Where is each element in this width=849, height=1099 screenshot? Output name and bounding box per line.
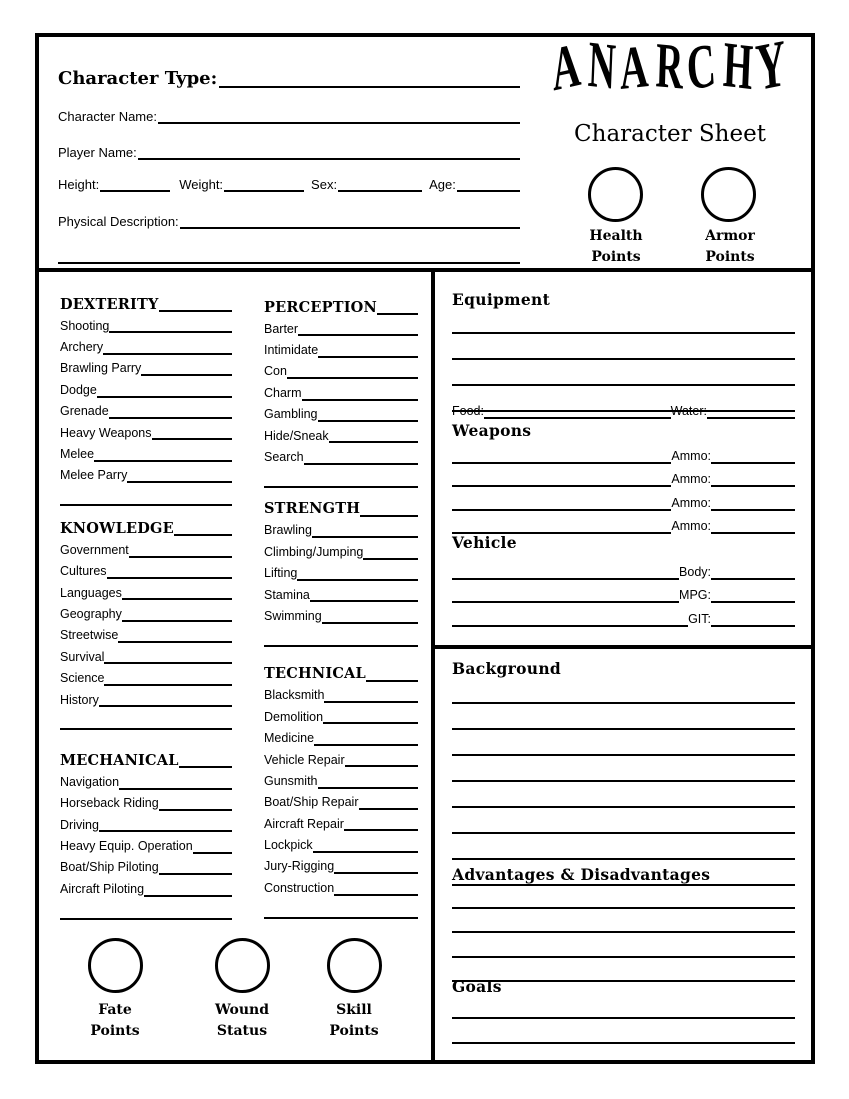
equipment-lines xyxy=(452,308,795,412)
skill-label: Con xyxy=(264,364,287,379)
weapon-name-line[interactable] xyxy=(452,509,671,511)
skill-row xyxy=(60,643,232,664)
skill-fill-line[interactable] xyxy=(318,420,419,422)
food-fill-line[interactable] xyxy=(484,417,671,419)
vehicle-stat-label: MPG: xyxy=(679,588,711,603)
skill-section-header xyxy=(264,495,418,517)
skill-row xyxy=(264,874,418,895)
skill-fill-line[interactable] xyxy=(314,744,418,746)
skill-label: Boat/Ship Repair xyxy=(264,795,359,810)
skill-section-title: PERCEPTION xyxy=(264,298,377,316)
skill-label: Search xyxy=(264,449,304,464)
advantages-title: Advantages & Disadvantages xyxy=(452,865,711,884)
skill-section-title: TECHNICAL xyxy=(264,665,366,683)
ammo-label: Ammo: xyxy=(671,495,711,510)
ammo-fill-line[interactable] xyxy=(711,509,795,511)
physical-description-row xyxy=(58,206,520,229)
skill-row xyxy=(60,579,232,600)
skill-fill-line[interactable] xyxy=(159,809,232,811)
player-name-fill-line[interactable] xyxy=(138,158,520,160)
skill-label: Brawling xyxy=(264,523,312,538)
skill-extra-line[interactable] xyxy=(60,707,232,730)
skill-row xyxy=(264,336,418,357)
character-type-row xyxy=(58,60,520,88)
logo-letter: H xyxy=(722,27,755,104)
column-divider xyxy=(431,270,435,1064)
physical-description-extra-line[interactable] xyxy=(58,262,520,264)
inventory-notes-divider xyxy=(435,645,815,649)
skill-fill-line[interactable] xyxy=(99,830,232,832)
skill-label: Government xyxy=(60,542,129,557)
skill-label: Cultures xyxy=(60,564,107,579)
skill-section-header xyxy=(60,746,232,768)
skill-fill-line[interactable] xyxy=(298,334,418,336)
goals-title: Goals xyxy=(452,977,502,996)
attribute-fill-line[interactable] xyxy=(179,766,232,768)
vehicle-stat-line[interactable] xyxy=(711,625,795,627)
skill-label: Aircraft Piloting xyxy=(60,881,145,896)
physical-description-extra-row xyxy=(58,242,520,264)
skill-label: Boat/Ship Piloting xyxy=(60,860,159,875)
character-name-fill-line[interactable] xyxy=(158,122,520,124)
skill-row xyxy=(264,443,418,464)
skill-row xyxy=(60,790,232,811)
blank-write-line[interactable] xyxy=(452,756,795,782)
skill-label: Driving xyxy=(60,817,99,832)
weapon-rows xyxy=(452,440,795,534)
skill-fill-line[interactable] xyxy=(313,851,418,853)
skill-label: Barter xyxy=(264,321,299,336)
skill-row xyxy=(60,686,232,707)
skill-label: Climbing/Jumping xyxy=(264,544,364,559)
skill-label: Lockpick xyxy=(264,838,313,853)
age-label: Age: xyxy=(429,176,456,192)
skill-fill-line[interactable] xyxy=(297,579,418,581)
goals-lines xyxy=(452,994,795,1044)
sex-fill-line[interactable] xyxy=(338,190,422,192)
weapon-row xyxy=(452,440,795,464)
vehicle-fill-line[interactable] xyxy=(452,601,679,603)
skills-column-left xyxy=(60,290,232,920)
skill-row xyxy=(60,664,232,685)
skill-fill-line[interactable] xyxy=(318,356,418,358)
skill-label: History xyxy=(60,692,99,707)
skill-section-title: KNOWLEDGE xyxy=(60,519,174,537)
water-label: Water: xyxy=(670,404,707,419)
skill-row xyxy=(60,312,232,333)
blank-write-line[interactable] xyxy=(452,909,795,934)
logo-letter: A xyxy=(618,32,650,103)
skill-fill-line[interactable] xyxy=(99,705,232,707)
skill-section-header xyxy=(60,290,232,312)
skill-label: Heavy Equip. Operation xyxy=(60,839,193,854)
vehicle-rows xyxy=(452,556,795,627)
weapon-row xyxy=(452,464,795,488)
skill-row xyxy=(264,517,418,538)
skill-row xyxy=(60,854,232,875)
logo-letter: Y xyxy=(753,25,789,106)
character-name-row xyxy=(58,101,520,124)
skill-label: Jury-Rigging xyxy=(264,859,335,874)
skill-fill-line[interactable] xyxy=(94,460,232,462)
skill-extra-line[interactable] xyxy=(264,896,418,919)
logo-letter: N xyxy=(587,27,618,104)
blank-write-line[interactable] xyxy=(452,782,795,808)
blank-write-line[interactable] xyxy=(452,730,795,756)
skill-fill-line[interactable] xyxy=(129,556,232,558)
vehicle-row xyxy=(452,603,795,627)
vehicle-fill-line[interactable] xyxy=(452,578,679,580)
skill-section-title: MECHANICAL xyxy=(60,751,179,769)
blank-write-line[interactable] xyxy=(452,334,795,360)
character-type-fill-line[interactable] xyxy=(219,86,520,88)
skill-row xyxy=(264,358,418,379)
skill-fill-line[interactable] xyxy=(312,536,418,538)
skill-fill-line[interactable] xyxy=(109,331,232,333)
skill-row xyxy=(264,746,418,767)
blank-write-line[interactable] xyxy=(452,1019,795,1044)
skill-row xyxy=(60,376,232,397)
logo-letter: A xyxy=(548,29,583,105)
skill-fill-line[interactable] xyxy=(324,701,418,703)
skill-row xyxy=(60,558,232,579)
skill-fill-line[interactable] xyxy=(118,641,232,643)
vehicle-stat-line[interactable] xyxy=(711,578,795,580)
sex-label: Sex: xyxy=(311,176,338,192)
character-type-label: Character Type: xyxy=(58,68,218,89)
skill-fill-line[interactable] xyxy=(97,396,232,398)
skill-label: Streetwise xyxy=(60,628,119,643)
ammo-label: Ammo: xyxy=(671,519,711,534)
vehicle-row xyxy=(452,556,795,580)
vehicle-fill-line[interactable] xyxy=(452,625,688,627)
armor-points-circle[interactable] xyxy=(701,167,756,222)
skill-fill-line[interactable] xyxy=(287,377,418,379)
attribute-fill-line[interactable] xyxy=(377,313,418,315)
skill-row xyxy=(264,703,418,724)
weight-fill-line[interactable] xyxy=(224,190,304,192)
blank-write-line[interactable] xyxy=(452,958,795,983)
skill-row xyxy=(264,315,418,336)
skill-label: Lifting xyxy=(264,566,298,581)
skill-label: Navigation xyxy=(60,774,120,789)
blank-write-line[interactable] xyxy=(452,994,795,1019)
skill-label: Charm xyxy=(264,385,302,400)
vehicle-title: Vehicle xyxy=(452,533,517,552)
vehicle-stat-label: Body: xyxy=(679,564,711,579)
ammo-label: Ammo: xyxy=(671,448,711,463)
fate-points-circle[interactable] xyxy=(88,938,143,993)
skill-fill-line[interactable] xyxy=(152,438,233,440)
skill-fill-line[interactable] xyxy=(103,353,232,355)
skill-row xyxy=(60,398,232,419)
skill-row xyxy=(60,355,232,376)
vehicle-stat-label: GIT: xyxy=(688,611,711,626)
skill-fill-line[interactable] xyxy=(323,722,418,724)
skill-row xyxy=(60,768,232,789)
skill-section-dexterity xyxy=(60,290,232,506)
health-points-circle[interactable] xyxy=(588,167,643,222)
skill-label: Gambling xyxy=(264,407,318,422)
skill-points-label: Skill Points xyxy=(329,1002,379,1039)
skills-column-middle xyxy=(264,293,418,919)
skill-fill-line[interactable] xyxy=(144,895,232,897)
weapon-name-line[interactable] xyxy=(452,485,671,487)
skill-section-perception xyxy=(264,293,418,488)
age-fill-line[interactable] xyxy=(457,190,520,192)
weight-label: Weight: xyxy=(179,176,224,192)
height-fill-line[interactable] xyxy=(100,190,170,192)
water-fill-line[interactable] xyxy=(707,417,795,419)
skill-label: Grenade xyxy=(60,404,109,419)
health-points-label: Health Points xyxy=(589,228,643,265)
skill-label: Melee Parry xyxy=(60,468,128,483)
skill-fill-line[interactable] xyxy=(127,481,232,483)
blank-write-line[interactable] xyxy=(452,704,795,730)
armor-points-label: Armor Points xyxy=(705,228,755,265)
blank-write-line[interactable] xyxy=(452,308,795,334)
fate-points-label: Fate Points xyxy=(90,1002,140,1039)
skill-fill-line[interactable] xyxy=(122,620,232,622)
player-name-label: Player Name: xyxy=(58,144,137,160)
skill-points-circle[interactable] xyxy=(327,938,382,993)
skill-label: Science xyxy=(60,671,105,686)
skill-fill-line[interactable] xyxy=(322,622,418,624)
skill-fill-line[interactable] xyxy=(141,374,232,376)
anarchy-logo xyxy=(545,25,795,106)
skill-fill-line[interactable] xyxy=(193,852,232,854)
skill-section-knowledge xyxy=(60,514,232,730)
ammo-fill-line[interactable] xyxy=(711,485,795,487)
skill-section-header xyxy=(264,660,418,682)
skill-label: Construction xyxy=(264,880,335,895)
skill-section-technical xyxy=(264,660,418,919)
skill-row xyxy=(264,767,418,788)
ammo-label: Ammo: xyxy=(671,472,711,487)
skill-label: Shooting xyxy=(60,318,110,333)
skill-fill-line[interactable] xyxy=(159,873,232,875)
skill-row xyxy=(264,789,418,810)
skill-row xyxy=(264,379,418,400)
vehicle-row xyxy=(452,580,795,604)
skill-fill-line[interactable] xyxy=(302,399,418,401)
skill-row xyxy=(264,560,418,581)
sheet-subtitle: Character Sheet xyxy=(574,121,766,147)
skill-row xyxy=(264,422,418,443)
ammo-fill-line[interactable] xyxy=(711,462,795,464)
physical-description-label: Physical Description: xyxy=(58,213,179,229)
skill-fill-line[interactable] xyxy=(359,808,418,810)
skill-row xyxy=(60,622,232,643)
weapons-title: Weapons xyxy=(452,421,532,440)
skill-row xyxy=(264,401,418,422)
skill-row xyxy=(60,811,232,832)
wound-status-circle[interactable] xyxy=(215,938,270,993)
skill-label: Blacksmith xyxy=(264,688,325,703)
header-body-divider xyxy=(35,268,815,272)
skill-label: Dodge xyxy=(60,382,97,397)
skill-fill-line[interactable] xyxy=(334,894,418,896)
skill-section-title: DEXTERITY xyxy=(60,295,159,313)
skill-fill-line[interactable] xyxy=(345,765,418,767)
vehicle-stat-line[interactable] xyxy=(711,601,795,603)
blank-write-line[interactable] xyxy=(452,360,795,386)
skill-fill-line[interactable] xyxy=(104,662,232,664)
skill-fill-line[interactable] xyxy=(122,598,232,600)
attribute-fill-line[interactable] xyxy=(174,534,232,536)
skill-fill-line[interactable] xyxy=(318,787,419,789)
skill-row xyxy=(60,419,232,440)
skill-extra-line[interactable] xyxy=(264,465,418,488)
character-name-label: Character Name: xyxy=(58,108,157,124)
skill-row xyxy=(60,600,232,621)
skill-extra-line[interactable] xyxy=(60,483,232,506)
skill-fill-line[interactable] xyxy=(344,829,418,831)
skill-row xyxy=(264,581,418,602)
logo-letter: C xyxy=(683,29,718,105)
skill-label: Archery xyxy=(60,340,104,355)
height-label: Height: xyxy=(58,176,100,192)
skill-row xyxy=(264,853,418,874)
background-title: Background xyxy=(452,659,562,678)
food-water-row xyxy=(452,404,795,419)
skill-label: Stamina xyxy=(264,587,310,602)
skill-fill-line[interactable] xyxy=(329,441,418,443)
skill-row xyxy=(264,538,418,559)
blank-write-line[interactable] xyxy=(452,834,795,860)
skill-section-header xyxy=(264,293,418,315)
skill-row xyxy=(264,810,418,831)
skill-label: Languages xyxy=(60,585,122,600)
skill-fill-line[interactable] xyxy=(104,684,232,686)
blank-write-line[interactable] xyxy=(452,933,795,958)
player-name-row xyxy=(58,137,520,160)
advantages-lines xyxy=(452,884,795,982)
skill-label: Horseback Riding xyxy=(60,796,159,811)
skill-label: Demolition xyxy=(264,709,324,724)
food-label: Food: xyxy=(452,404,484,419)
skill-fill-line[interactable] xyxy=(109,417,232,419)
blank-write-line[interactable] xyxy=(452,678,795,704)
vitals-row xyxy=(58,169,520,192)
skill-label: Medicine xyxy=(264,731,315,746)
background-lines xyxy=(452,678,795,886)
physical-description-fill-line[interactable] xyxy=(180,227,520,229)
wound-status-label: Wound Status xyxy=(214,1002,270,1039)
weapon-row xyxy=(452,487,795,511)
skill-label: Survival xyxy=(60,649,105,664)
blank-write-line[interactable] xyxy=(452,808,795,834)
skill-row xyxy=(264,602,418,623)
skill-section-strength xyxy=(264,495,418,647)
skill-extra-line[interactable] xyxy=(264,624,418,647)
skill-row xyxy=(60,875,232,896)
skill-section-header xyxy=(60,514,232,536)
skill-label: Gunsmith xyxy=(264,773,318,788)
weapon-name-line[interactable] xyxy=(452,462,671,464)
attribute-fill-line[interactable] xyxy=(159,310,233,312)
skill-extra-line[interactable] xyxy=(60,897,232,920)
logo-letter: R xyxy=(654,29,685,104)
skill-label: Hide/Sneak xyxy=(264,428,329,443)
skill-label: Vehicle Repair xyxy=(264,752,345,767)
skill-label: Heavy Weapons xyxy=(60,425,152,440)
skill-label: Geography xyxy=(60,606,122,621)
skill-section-mechanical xyxy=(60,746,232,919)
skill-section-title: STRENGTH xyxy=(264,500,361,518)
skill-row xyxy=(264,724,418,745)
skill-label: Melee xyxy=(60,446,95,461)
attribute-fill-line[interactable] xyxy=(366,680,418,682)
skill-row xyxy=(264,831,418,852)
skill-label: Swimming xyxy=(264,608,322,623)
skill-row xyxy=(60,333,232,354)
skill-label: Intimidate xyxy=(264,343,319,358)
skill-row xyxy=(60,440,232,461)
skill-label: Aircraft Repair xyxy=(264,816,344,831)
skill-row xyxy=(60,462,232,483)
skill-fill-line[interactable] xyxy=(119,788,232,790)
skill-fill-line[interactable] xyxy=(310,600,418,602)
skill-row xyxy=(264,682,418,703)
blank-write-line[interactable] xyxy=(452,884,795,909)
ammo-fill-line[interactable] xyxy=(711,532,795,534)
attribute-fill-line[interactable] xyxy=(360,515,418,517)
skill-row xyxy=(60,832,232,853)
equipment-title: Equipment xyxy=(452,290,551,309)
skill-fill-line[interactable] xyxy=(334,872,418,874)
skill-fill-line[interactable] xyxy=(107,577,232,579)
skill-row xyxy=(60,536,232,557)
skill-fill-line[interactable] xyxy=(363,558,418,560)
skill-fill-line[interactable] xyxy=(304,463,418,465)
skill-label: Brawling Parry xyxy=(60,361,142,376)
weapon-row xyxy=(452,511,795,535)
